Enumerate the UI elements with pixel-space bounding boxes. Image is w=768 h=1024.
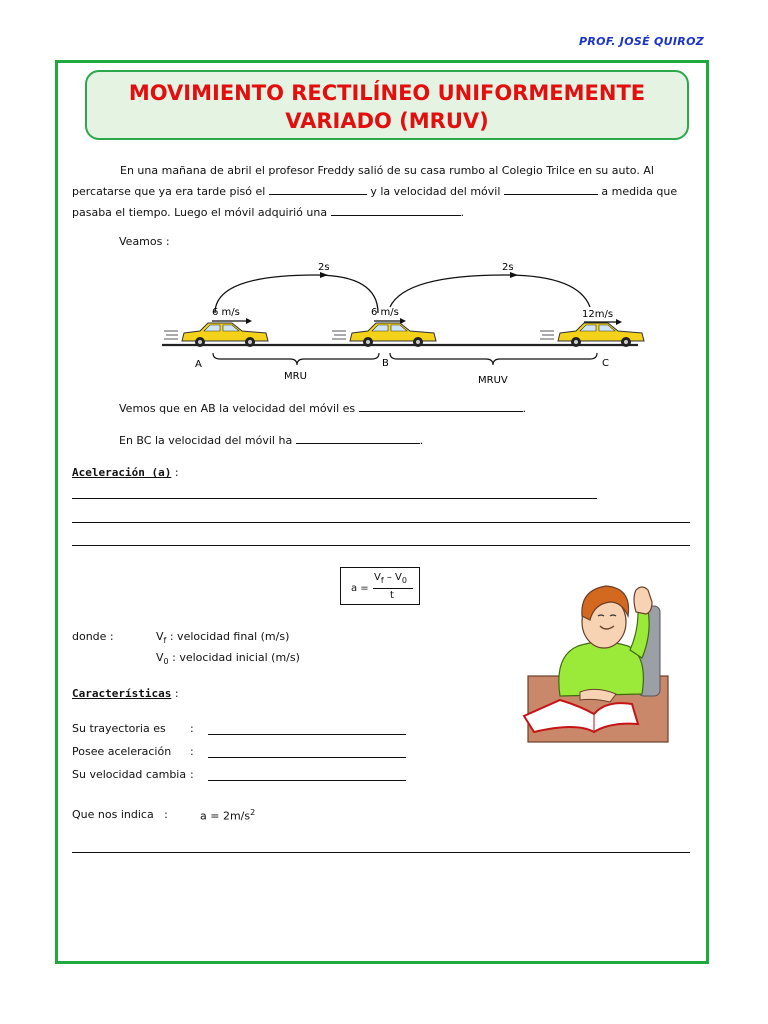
- intro-text-1: En una mañana de abril el profesor Freddy salió de su casa rumbo al Colegio Trilce en su auto. Al percatarse que ya era tarde pisó el: [72, 164, 654, 198]
- motion-diagram: [150, 255, 650, 385]
- formula-lhs: a =: [351, 583, 369, 594]
- velocity-label-b: 6 m/s: [371, 307, 399, 318]
- blank-line: [504, 182, 598, 195]
- hand-icon: [634, 587, 652, 614]
- blank-line: [269, 182, 367, 195]
- arrow-head-icon: [246, 318, 252, 324]
- arc-bc: [390, 275, 590, 307]
- donde-label: donde :: [72, 630, 114, 643]
- v0-definition: [156, 651, 300, 666]
- question-ab-end: .: [522, 402, 527, 415]
- veamos-label: Veamos :: [119, 235, 170, 248]
- indica-value-text: a = 2m/s: [200, 809, 251, 823]
- v0-def-symbol: V: [156, 651, 164, 664]
- vf-subscript: f: [380, 576, 384, 585]
- aceleracion-heading-text: Aceleración (a): [72, 466, 172, 479]
- feature-label: Su velocidad cambia: [72, 768, 187, 781]
- vf-def-subscript: f: [163, 636, 167, 646]
- segment-ab-label: MRU: [284, 371, 307, 382]
- indica-exponent: 2: [250, 808, 256, 817]
- answer-line: [208, 734, 406, 735]
- blank-line: [359, 399, 523, 412]
- segment-bc-label: MRUV: [478, 375, 508, 385]
- answer-line: [72, 522, 690, 523]
- car-icon: [164, 323, 268, 347]
- indica-value: [200, 808, 255, 823]
- title-line-2: VARIADO (MRUV): [285, 109, 489, 133]
- formula-minus: – V: [383, 572, 402, 583]
- question-bc-end: .: [419, 434, 424, 447]
- point-c-label: C: [602, 358, 609, 369]
- feature-separator: :: [190, 768, 194, 781]
- answer-line: [72, 852, 690, 853]
- time-label-2: 2s: [502, 262, 514, 273]
- velocity-label-c: 12m/s: [582, 309, 614, 320]
- caracteristicas-heading: [72, 687, 179, 700]
- question-ab-text: Vemos que en AB la velocidad del móvil es: [119, 402, 356, 415]
- brace-bc: [390, 353, 597, 365]
- vf-definition: [156, 630, 289, 645]
- answer-line: [72, 545, 690, 546]
- formula-numerator: [374, 572, 407, 585]
- caracteristicas-heading-text: Características: [72, 687, 172, 700]
- vf-def-symbol: V: [156, 630, 164, 643]
- fraction-bar: [373, 588, 413, 589]
- author-name: PROF. JOSÉ QUIROZ: [579, 35, 704, 48]
- intro-text-4: .: [460, 206, 465, 219]
- v0-subscript: 0: [401, 576, 407, 585]
- question-bc: [119, 431, 423, 447]
- answer-line: [72, 498, 597, 499]
- indica-label: Que nos indica :: [72, 808, 168, 821]
- time-label-1: 2s: [318, 262, 330, 273]
- vf-def-text: : velocidad final (m/s): [169, 630, 290, 643]
- blank-line: [296, 431, 420, 444]
- answer-line: [208, 780, 406, 781]
- answer-line: [208, 757, 406, 758]
- feature-label: Su trayectoria es: [72, 722, 166, 735]
- intro-text-2: y la velocidad del móvil: [370, 185, 501, 198]
- brace-ab: [213, 353, 379, 365]
- feature-label: Posee aceleración: [72, 745, 172, 758]
- intro-paragraph: [72, 160, 692, 223]
- heading-colon: :: [174, 466, 179, 479]
- v0-def-text: : velocidad inicial (m/s): [172, 651, 300, 664]
- formula-denominator: t: [390, 590, 394, 601]
- student-illustration: [520, 576, 670, 746]
- arrow-head-icon: [616, 319, 622, 325]
- v0-def-subscript: 0: [163, 657, 169, 667]
- car-icon: [332, 323, 436, 347]
- blank-line: [331, 203, 461, 216]
- vf-symbol: V: [374, 572, 381, 583]
- velocity-label-a: 6 m/s: [212, 307, 240, 318]
- car-icon: [540, 323, 644, 347]
- point-b-label: B: [382, 358, 389, 369]
- aceleracion-heading: [72, 466, 179, 479]
- feature-separator: :: [190, 745, 194, 758]
- question-bc-text: En BC la velocidad del móvil ha: [119, 434, 293, 447]
- formula-box: [340, 567, 420, 605]
- question-ab: [119, 399, 526, 415]
- title-line-1: MOVIMIENTO RECTILÍNEO UNIFORMEMENTE: [128, 81, 646, 105]
- heading-colon: :: [174, 687, 179, 700]
- feature-separator: :: [190, 722, 194, 735]
- title-box: [85, 70, 689, 140]
- intro-text-3: a medida que pasaba el tiempo. Luego el móvil adquirió una: [72, 185, 678, 219]
- point-a-label: A: [195, 359, 202, 370]
